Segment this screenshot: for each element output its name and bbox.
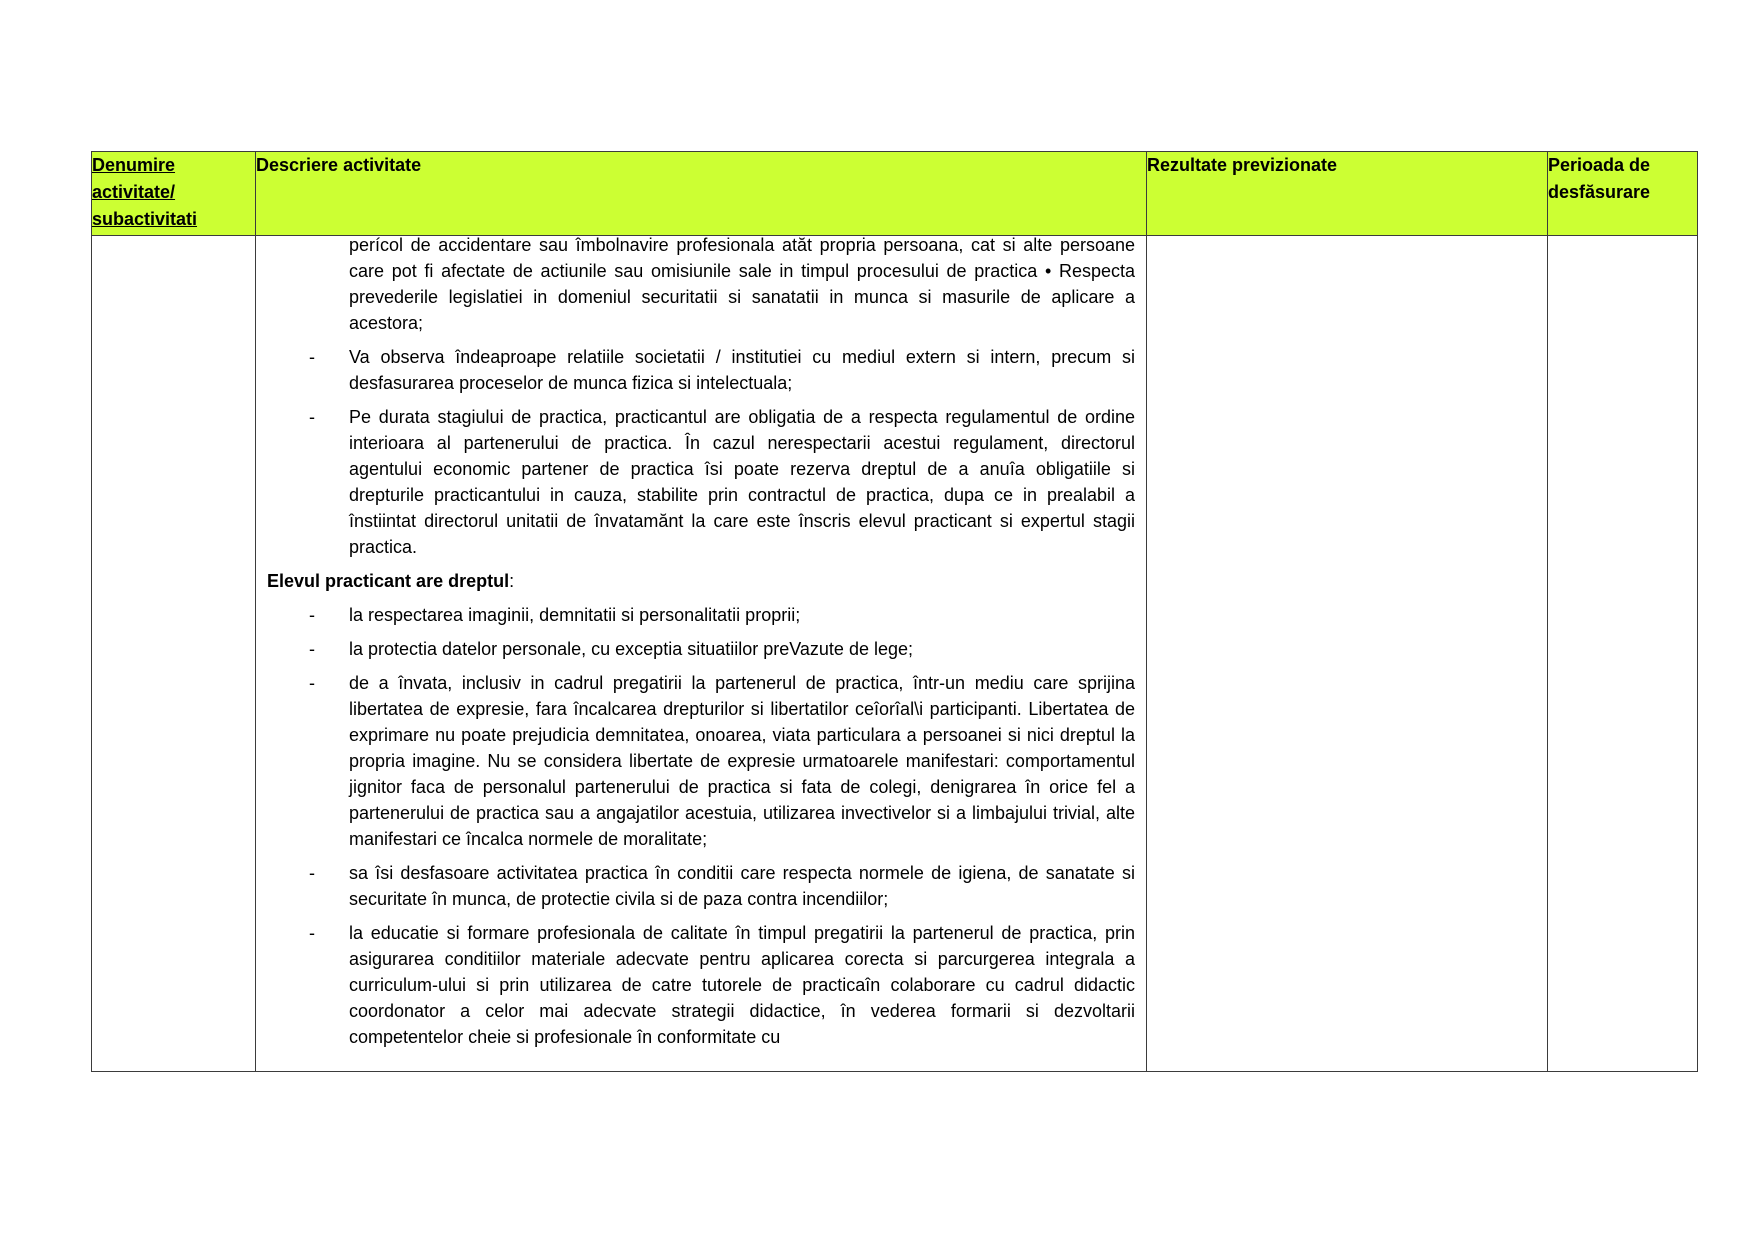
list-item — [267, 860, 1135, 912]
cell-expected-results — [1147, 236, 1548, 1072]
table-header-row — [92, 152, 1698, 236]
list-item-text: la respectarea imaginii, demnitatii si personalitatii proprii; — [349, 605, 801, 625]
list-item — [267, 636, 1135, 662]
description-clip — [256, 236, 1146, 1071]
rights-heading — [267, 568, 1135, 594]
list-item — [267, 404, 1135, 560]
rights-heading-text: Elevul practicant are dreptul — [267, 571, 510, 591]
table-body-row — [92, 236, 1698, 1072]
bullet-dash: - — [309, 863, 315, 883]
bullet-dash: - — [309, 407, 315, 427]
header-period — [1548, 152, 1698, 236]
header-period-line2: desfăsurare — [1548, 182, 1651, 202]
list-item-text: Pe durata stagiului de practica, practicantul are obligatia de a respecta regulamentul de ordine interioara al partenerului de practica. În cazul nerespectarii acestui regulament, directorul agentului economic partener de practica îsi poate rezerva dreptul de a anuîa obligatiile si drepturile practicantului in cauza, stabilite prin contractul de practica, dupa ce in prealabil a înstiintat directorul unitatii de învatamănt la care este înscris elevul practicant si expertul stagii practica. — [349, 407, 1135, 557]
header-activity-name-line2: activitate/ — [92, 182, 176, 202]
list-item-text: sa îsi desfasoare activitatea practica în conditii care respecta normele de igiena, de sanatate si securitate în munca, de protectie civila si de paza contra incendiilor; — [349, 863, 1135, 909]
list-item — [267, 344, 1135, 396]
list-item — [267, 670, 1135, 852]
list-item-text: la protectia datelor personale, cu exceptia situatiilor preVazute de lege; — [349, 639, 914, 659]
rights-heading-colon: : — [509, 571, 515, 591]
description-content — [256, 236, 1146, 1050]
cell-activity-name — [92, 236, 256, 1072]
bullet-dash: - — [309, 673, 315, 693]
list-item — [267, 920, 1135, 1050]
activity-table — [91, 151, 1698, 1072]
list-item-text: de a învata, inclusiv in cadrul pregatirii la partenerul de practica, într-un mediu care sprijina libertatea de expresie, fara încalcarea drepturilor si libertatilor ceîorîal\i participanti. Libertatea de exprimare nu poate prejudicia demnitatea, onoarea, viata particulara a persoanei si nici dreptul la propria imagine. Nu se considera libertate de expresie urmatoarele manifestari: comportamentul jignitor faca de personalul partenerului de practica si fata de colegi, denigrarea în orice fel a partenerului de practica sau a angajatilor acestuia, utilizarea invectivelor si a limbajului trivial, alte manifestari ce încalca normele de moralitate; — [349, 673, 1135, 849]
bullet-dash: - — [309, 923, 315, 943]
cell-period — [1548, 236, 1698, 1072]
header-activity-name-line3: subactivitati — [92, 209, 198, 229]
cell-activity-description — [256, 236, 1147, 1072]
header-activity-name-line1: Denumire — [92, 155, 176, 175]
continuation-paragraph: perícol de accidentare sau îmbolnavire profesionala atăt propria persoana, cat si alte persoane care pot fi afectate de actiunile sau omisiunile sale in timpul procesului de practica • Respecta prevederile legislatiei in domeniul securitatii si sanatatii in munca si masurile de aplicare a acestora; — [349, 236, 1135, 333]
bullet-dash: - — [309, 605, 315, 625]
header-activity-description: Descriere activitate — [256, 152, 1147, 236]
bullet-dash: - — [309, 639, 315, 659]
header-expected-results: Rezultate previzionate — [1147, 152, 1548, 236]
header-activity-name — [92, 152, 256, 236]
header-period-line1: Perioada de — [1548, 155, 1651, 175]
list-item-text: la educatie si formare profesionala de calitate în timpul pregatirii la partenerul de practica, prin asigurarea conditiilor materiale adecvate pentru aplicarea corecta si parcurgerea integrala a curriculum-ului si prin utilizarea de catre tutorele de practicaîn colaborare cu cadrul didactic coordonator a celor mai adecvate strategii didactice, în vederea formarii si dezvoltarii competentelor cheie si profesionale în conformitate cu — [349, 923, 1135, 1047]
list-item — [267, 602, 1135, 628]
list-item-text: Va observa îndeaproape relatiile societatii / institutiei cu mediul extern si intern, precum si desfasurarea proceselor de munca fizica si intelectuala; — [349, 347, 1135, 393]
bullet-dash: - — [309, 347, 315, 367]
